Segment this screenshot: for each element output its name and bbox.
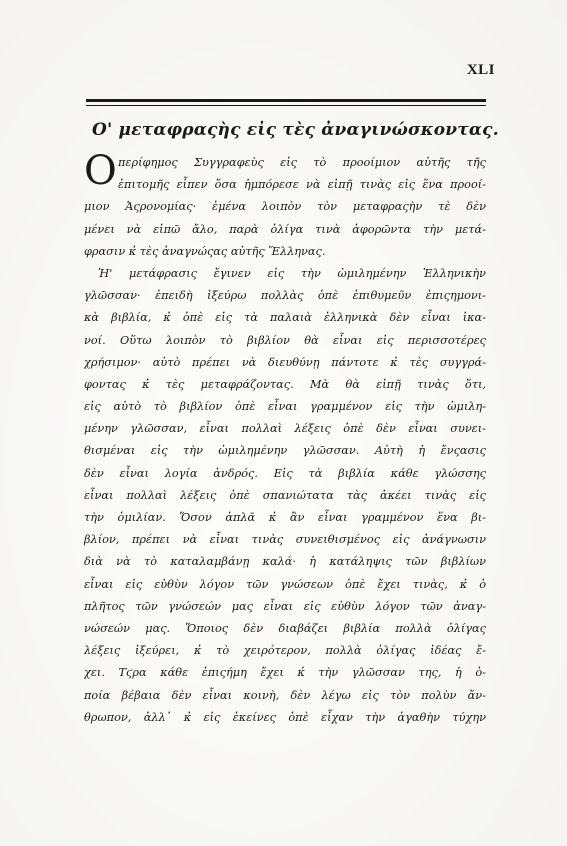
text-line: λέξεις ἰξεύρει, κ̓ τὸ χειρότερον, πολλὰ ὀλίγας ἰδέας ἔ- [84, 644, 486, 658]
body-text [84, 152, 486, 729]
text-line: διὰ νὰ τὸ καταλαμβάνῃ καλά· ἡ κατάληψις τῶν βιβλίων [84, 555, 486, 569]
text-line: ποία βέβαια δὲν εἶναι κοινὴ, δὲν λέγω εἰς τὸν πολὺν ἄν- [84, 688, 486, 702]
text-line: χει. Τϛρα κάθε ἐπιςήμη ἔχει κ̓ τὴν γλῶσσαν της, ἡ ὁ- [84, 666, 486, 680]
text-line: ἐπιτομῆς εἶπεν ὅσα ἠμπόρεσε νὰ εἰπῇ τινὰς εἰς ἕνα προοί- [118, 178, 486, 192]
text-line: φοντας κ̓ τὲς μεταφράζοντας. Μὰ θὰ εἰπῇ τινὰς ὅτι, [84, 377, 486, 391]
text-line: χρήσιμον· αὐτὸ πρέπει νὰ διευθύνῃ πάντοτε κ̓ τὲς συγγρά- [84, 355, 486, 369]
text-line: εἰς αὐτὸ τὸ βιβλίον ὁπὲ εἶναι γραμμένον εἰς τὴν ὡμιλη- [84, 400, 486, 414]
header-rule-thin [86, 105, 486, 106]
text-line: θρωπον, ἀλλ᾽ κ̓ εἰς ἐκείνες ὁπὲ εἶχαν τὴν ἀγαθὴν τύχην [84, 710, 486, 724]
text-line: μιον Ἀςρονομίας· ἐμένα λοιπὸν τὸν μεταφραςὴν τὲ δὲν [84, 200, 486, 214]
text-line: περίφημος Συγγραφεὺς εἰς τὸ προοίμιον αὐτῆς τῆς [118, 156, 486, 169]
text-line: θισμέναι εἰς τὴν ὡμιλημένην γλῶσσαν. Αὐτὴ ἡ ἔνςασις [84, 444, 486, 458]
drop-cap: Ο [84, 148, 117, 194]
text-line: τὴν ὁμιλίαν. Ὅσον ἁπλᾶ κ̓ ἂν εἶναι γραμμένον ἕνα βι- [84, 511, 486, 524]
section-heading: Ο' μεταφραςὴς εἰς τὲς ἀναγινώσκοντας. [92, 120, 499, 140]
text-line: γλῶσσαν· ἐπειδὴ ἰξεύρω πολλὰς ὁπὲ ἐπιθυμεῦν ἐπιςημονι- [84, 289, 486, 303]
header-rule-thick [86, 99, 486, 102]
text-line: νοί. Οὕτω λοιπὸν τὸ βιβλίον θὰ εἶναι εἰς περισσοτέρες [84, 333, 486, 347]
text-line: μένην γλῶσσαν, εἶναι πολλαὶ λέξεις ὁπὲ δὲν εἶναι συνει- [84, 422, 486, 436]
text-line: νώσεών μας. Ὅποιος δὲν διαβάζει βιβλία πολλὰ ὀλίγας [84, 621, 486, 635]
text-line: δὲν εἶναι λογία ἀνδρός. Εἰς τὰ βιβλία κάθε γλώσσης [84, 466, 486, 480]
text-line: Ἡ' μετάφρασις ἔγινεν εἰς τὴν ὡμιλημένην Ἑλληνικὴν [98, 266, 486, 280]
text-line: πλῆτος τῶν γνώσεών μας εἶναι εἰς εὐθὺν λόγον τῶν ἀναγ- [84, 599, 486, 613]
text-line: εἶναι πολλαὶ λέξεις ὁπὲ σπανιώτατα τὰς ἀκέει τινὰς εἰς [84, 488, 486, 502]
text-line: εἶναι εἰς εὐθὺν λόγον τῶν γνώσεων ὁπὲ ἔχει τινὰς, κ̓ ὁ [84, 577, 486, 591]
text-line: κὰ βιβλία, κ̓ ὁπὲ εἰς τὰ παλαιὰ ἑλληνικὰ δὲν εἶναι ἱκα- [84, 311, 486, 325]
text-line: φρασιν κ̓ τὲς ἀναγνώςας αὐτῆς Ἕλληνας. [84, 244, 326, 258]
page-number: XLI [466, 62, 495, 78]
text-line: βλίον, πρέπει νὰ εἶναι τινὰς συνειθισμένος εἰς ἀνάγνωσιν [84, 533, 486, 547]
text-line: μένει νὰ εἰπῶ ἄλο, παρὰ ὀλίγα τινὰ ἀφορῶντα τὴν μετά- [84, 222, 486, 236]
